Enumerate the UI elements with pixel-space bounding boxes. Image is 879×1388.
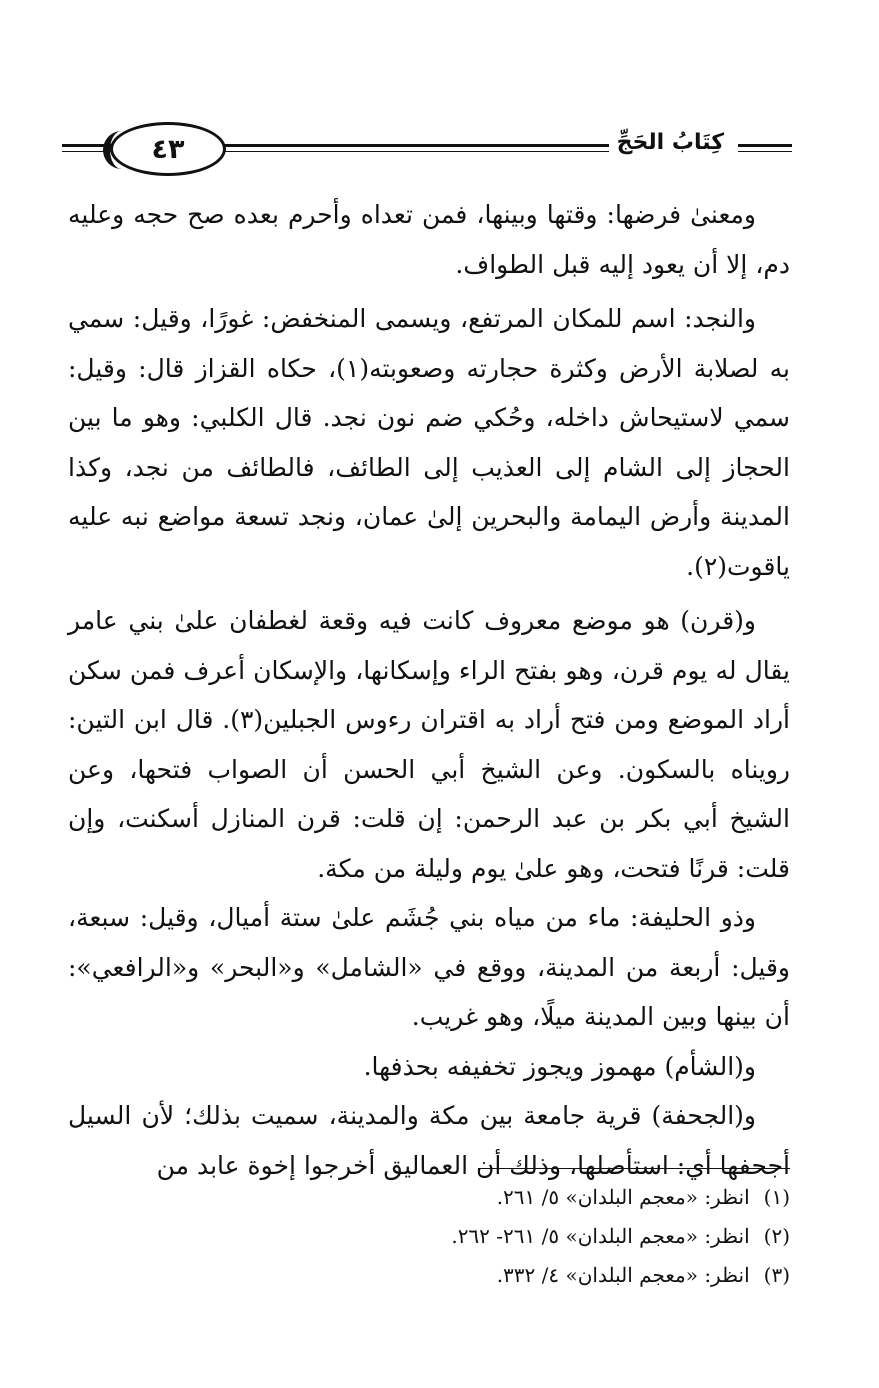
- footnote: [150, 1256, 790, 1295]
- paragraph: ومعنىٰ فرضها: وقتها وبينها، فمن تعداه وأحرم بعده صح حجه وعليه دم، إلا أن يعود إليه قبل الطواف.: [68, 200, 790, 279]
- header-rule-right-thin: [738, 151, 792, 152]
- page-number-badge: [110, 122, 226, 176]
- footnotes: [150, 1178, 790, 1295]
- paragraph: و(الشأم) مهموز ويجوز تخفيفه بحذفها.: [363, 1051, 756, 1081]
- header-rule-right: [738, 144, 792, 147]
- paragraph: و(قرن) هو موضع معروف كانت فيه وقعة لغطفان علىٰ بني عامر يقال له يوم قرن، وهو بفتح الراء وإسكانها، والإسكان أعرف فمن سكن أراد الموضع ومن فتح أراد به اقتران رءوس الجبلين(٣). قال ابن التين: رويناه بالسكون. وعن الشيخ أبي الحسن أن الصواب فتحها، وعن الشيخ أبي بكر بن عبد الرحمن: إن قلت: قرن المنازل أسكنت، وإن قلت: قرنًا فتحت، وهو علىٰ يوم وليلة من مكة.: [68, 606, 791, 883]
- footnote-number: (٢): [763, 1224, 790, 1248]
- paragraph: و(الجحفة) قرية جامعة بين مكة والمدينة، سميت بذلك؛ لأن السيل أجحفها أي: استأصلها، وذلك أن العماليق أخرجوا إخوة عابد من: [68, 1101, 790, 1180]
- page-number: ٤٣: [151, 133, 185, 165]
- paragraph: وذو الحليفة: ماء من مياه بني جُشَم علىٰ ستة أميال، وقيل: سبعة، وقيل: أربعة من المدينة، ووقع في «الشامل» و«البحر» و«الرافعي»: أن بينها وبين المدينة ميلًا، وهو غريب.: [68, 903, 790, 1031]
- main-text: [68, 190, 790, 1190]
- footnote-number: (٣): [763, 1263, 790, 1287]
- page-header: [62, 118, 792, 182]
- footnote-text: انظر: «معجم البلدان» ٥/ ٢٦١- ٢٦٢.: [451, 1224, 750, 1248]
- running-title: كِتَابُ الحَجِّ: [609, 130, 732, 155]
- footnote-text: انظر: «معجم البلدان» ٤/ ٣٣٢.: [496, 1263, 750, 1287]
- footnote: [150, 1217, 790, 1256]
- footnote-separator: [478, 1168, 790, 1169]
- footnote: [150, 1178, 790, 1217]
- footnote-text: انظر: «معجم البلدان» ٥/ ٢٦١.: [496, 1185, 750, 1209]
- footnote-number: (١): [763, 1185, 790, 1209]
- paragraph: والنجد: اسم للمكان المرتفع، ويسمى المنخفض: غورًا، وقيل: سمي به لصلابة الأرض وكثرة حجارته وصعوبته(١)، حكاه القزاز قال: وقيل: سمي لاستيحاش داخله، وحُكي ضم نون نجد. قال الكلبي: وهو ما بين الحجاز إلى الشام إلى العذيب إلى الطائف، فالطائف من نجد، وكذا المدينة وأرض اليمامة والبحرين إلىٰ عمان، ونجد تسعة مواضع نبه عليه ياقوت(٢).: [68, 304, 790, 581]
